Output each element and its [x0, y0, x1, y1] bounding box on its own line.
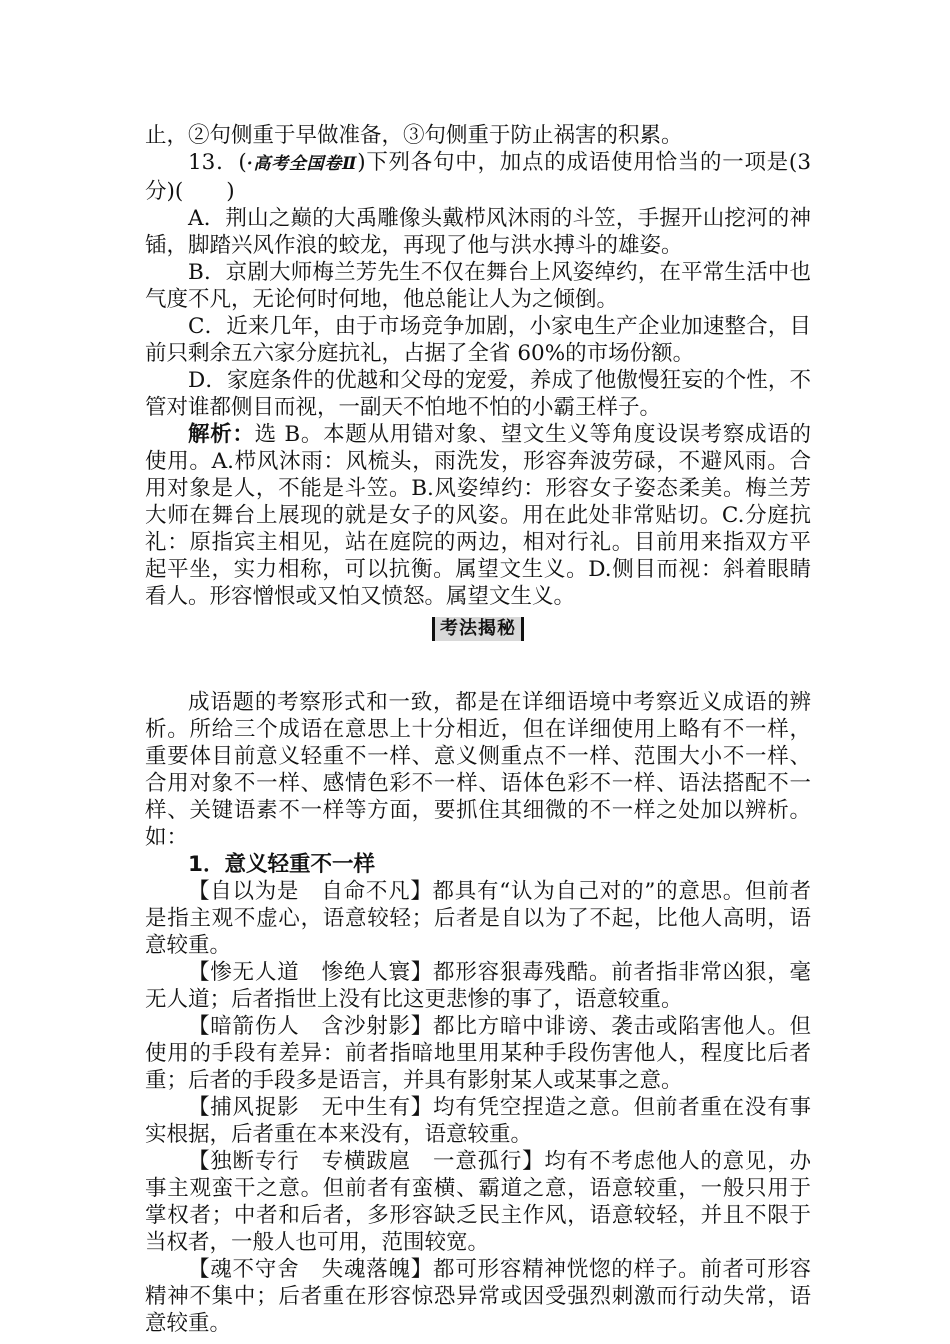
intro-paragraph: 成语题的考察形式和一致，都是在详细语境中考察近义成语的辨析。所给三个成语在意思上十分相近，但在详细使用上略有不一样，重要体目前意义轻重不一样、意义侧重点不一样、范围大小不一样、合用对象不一样、感情色彩不一样、语体色彩不一样、语法搭配不一样、关键语素不一样等方面，要抓住其细微的不一样之处加以辨析。如： — [145, 690, 811, 850]
analysis-label: 解析： — [188, 422, 255, 447]
continuation-paragraph: 止，②句侧重于早做准备，③句侧重于防止祸害的积累。 — [145, 123, 683, 148]
spacer — [145, 649, 811, 689]
question-number: 13．( — [188, 150, 247, 175]
entry-item: 【魂不守舍 失魂落魄】都可形容精神恍惚的样子。前者可形容精神不集中；后者重在形容惊恐异常或因受强烈刺激而行动失常，语意较重。 — [145, 1257, 811, 1336]
page-content — [145, 122, 811, 1337]
question-text: )下列各句中，加点的成语使用恰当的一项是(3 分)( ) — [145, 150, 811, 204]
analysis-text: 选 B。本题从用错对象、望文生义等角度设误考察成语的使用。A.栉风沐雨：风梳头，雨洗发，形容奔波劳碌，不避风雨。合用对象是人，不能是斗笠。B.风姿绰约：形容女子姿态柔美。梅兰芳大师在舞台上展现的就是女子的风姿。用在此处非常贴切。C.分庭抗礼：原指宾主相见，站在庭院的两边，相对行礼。目前用来指双方平起平坐，实力相称，可以抗衡。属望文生义。D.侧目而视：斜着眼睛看人。形容憎恨或又怕又愤怒。属望文生义。 — [145, 422, 811, 609]
analysis-paragraph — [145, 421, 811, 610]
section-label: 考法揭秘 — [432, 617, 524, 641]
option-d: D．家庭条件的优越和父母的宠爱，养成了他傲慢狂妄的个性，不管对谁都侧目而视，一副天不怕地不怕的小霸王样子。 — [145, 368, 811, 420]
entry-item: 【暗箭伤人 含沙射影】都比方暗中诽谤、袭击或陷害他人。但使用的手段有差异：前者指暗地里用某种手段伤害他人，程度比后者重；后者的手段多是语言，并具有影射某人或某事之意。 — [145, 1014, 811, 1093]
question-source: ·高考全国卷Ⅱ — [246, 154, 358, 174]
subheading: 1．意义轻重不一样 — [188, 852, 375, 877]
option-c: C．近来几年，由于市场竞争加剧，小家电生产企业加速整合，目前只剩余五六家分庭抗礼，占据了全省 60%的市场份额。 — [145, 314, 811, 366]
entry-item: 【独断专行 专横跋扈 一意孤行】均有不考虑他人的意见，办事主观蛮干之意。但前者有蛮横、霸道之意，语意较重，一般只用于掌权者；中者和后者，多形容缺乏民主作风，语意较轻，并且不限于当权者，一般人也可用，范围较宽。 — [145, 1149, 811, 1255]
option-b: B．京剧大师梅兰芳先生不仅在舞台上风姿绰约，在平常生活中也气度不凡，无论何时何地，他总能让人为之倾倒。 — [145, 260, 811, 312]
question-stem — [145, 149, 811, 205]
option-a: A．荆山之巅的大禹雕像头戴栉风沐雨的斗笠，手握开山挖河的神锸，脚踏兴风作浪的蛟龙，再现了他与洪水搏斗的雄姿。 — [145, 206, 811, 258]
entry-item: 【惨无人道 惨绝人寰】都形容狠毒残酷。前者指非常凶狠，毫无人道；后者指世上没有比这更悲惨的事了，语意较重。 — [145, 960, 811, 1012]
entry-item: 【自以为是 自命不凡】都具有“认为自己对的”的意思。但前者是指主观不虚心，语意较轻；后者是自以为了不起，比他人高明，语意较重。 — [145, 879, 811, 958]
entry-item: 【捕风捉影 无中生有】均有凭空捏造之意。但前者重在没有事实根据，后者重在本来没有，语意较重。 — [145, 1095, 811, 1147]
section-label-wrap — [145, 616, 811, 641]
